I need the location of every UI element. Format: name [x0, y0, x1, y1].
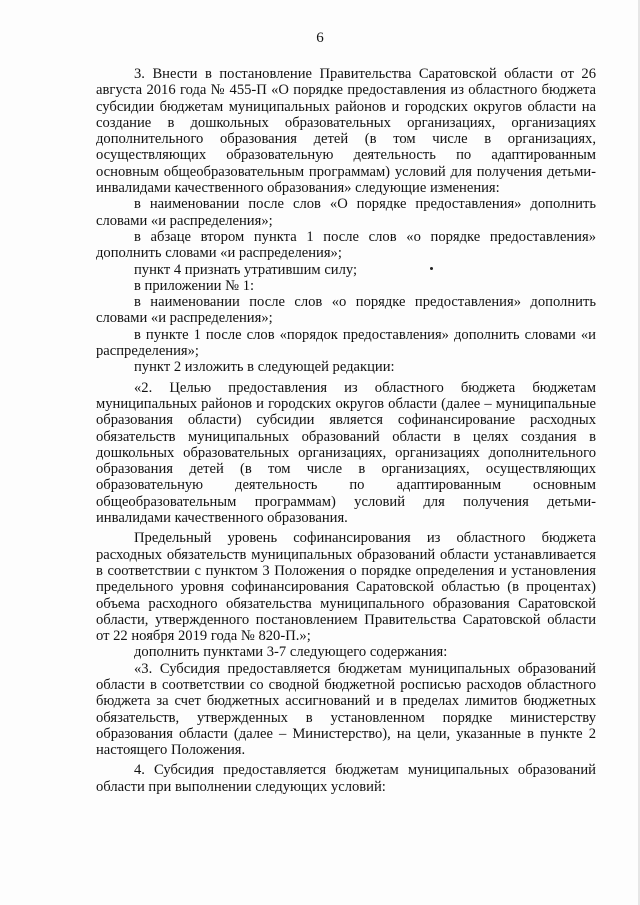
document-body — [96, 66, 596, 795]
paragraph-point4-void: пункт 4 признать утратившим силу; — [134, 261, 358, 278]
paragraph-appendix-point1-change: в пункте 1 после слов «порядок предоставления» дополнить словами «и распределения»; — [96, 326, 596, 360]
paragraph-title-change: в наименовании после слов «О порядке предоставления» дополнить словами «и распределения»; — [96, 196, 596, 229]
paragraph-quoted-point-3: «3. Субсидия предоставляется бюджетам муниципальных образований области в соответствии со сводной бюджетной росписью расходов областного бюджета за счет бюджетных ассигнований и в пределах лимитов бюджетных обязательств, утвержденных в установленном порядке министерству образования области (далее – Министерство), на цели, указанные в пункте 2 настоящего Положения. — [96, 660, 596, 759]
page-number: 6 — [316, 30, 324, 46]
paragraph-point1-change: в абзаце втором пункта 1 после слов «о порядке предоставления» дополнить словами «и распределения»; — [96, 228, 596, 262]
paragraph-quoted-point-2: «2. Целью предоставления из областного бюджета бюджетам муниципальных районов и городских округов области (далее – муниципальные образования области) субсидии является софинансирование расходных обязательств муниципальных образований области в целях создания в дошкольных образовательных организациях, организациях дополнительного образования детей (в том числе в организациях, осуществляющих образовательную деятельность по адаптированным основным общеобразовательным программам) условий для получения детьми-инвалидами качественного образования. — [96, 379, 596, 527]
paragraph-appendix-1: в приложении № 1: — [134, 277, 255, 294]
paragraph-add-points: дополнить пунктами 3-7 следующего содержания: — [134, 644, 448, 661]
paragraph-item-3: 3. Внести в постановление Правительства Саратовской области от 26 августа 2016 года № 455-П «О порядке предоставления из областного бюджета субсидии бюджетам муниципальных районов и городских округов области на создание в дошкольных образовательных организациях, организациях дополнительного образования детей (в том числе в организациях, осуществляющих образовательную деятельность по адаптированным основным общеобразовательным программам) условий для получения детьми-инвалидами качественного образования» следующие изменения: — [96, 66, 596, 197]
paragraph-point2-new-wording: пункт 2 изложить в следующей редакции: — [134, 359, 395, 376]
paragraph-appendix-title-change: в наименовании после слов «о порядке предоставления» дополнить словами «и распределения»; — [96, 294, 596, 327]
paragraph-point-4: 4. Субсидия предоставляется бюджетам муниципальных образований области при выполнении следующих условий: — [96, 762, 596, 795]
scan-speck — [430, 267, 433, 270]
paragraph-cofinancing-level: Предельный уровень софинансирования из областного бюджета расходных обязательств муниципальных образований области устанавливается в соответствии с пунктом 3 Положения о порядке определения и установления предельного уровня софинансирования Саратовской областью (в процентах) объема расходного обязательства муниципального образования Саратовской области, утвержденного постановлением Правительства Саратовской области от 22 ноября 2019 года № 820-П.»; — [96, 530, 596, 645]
